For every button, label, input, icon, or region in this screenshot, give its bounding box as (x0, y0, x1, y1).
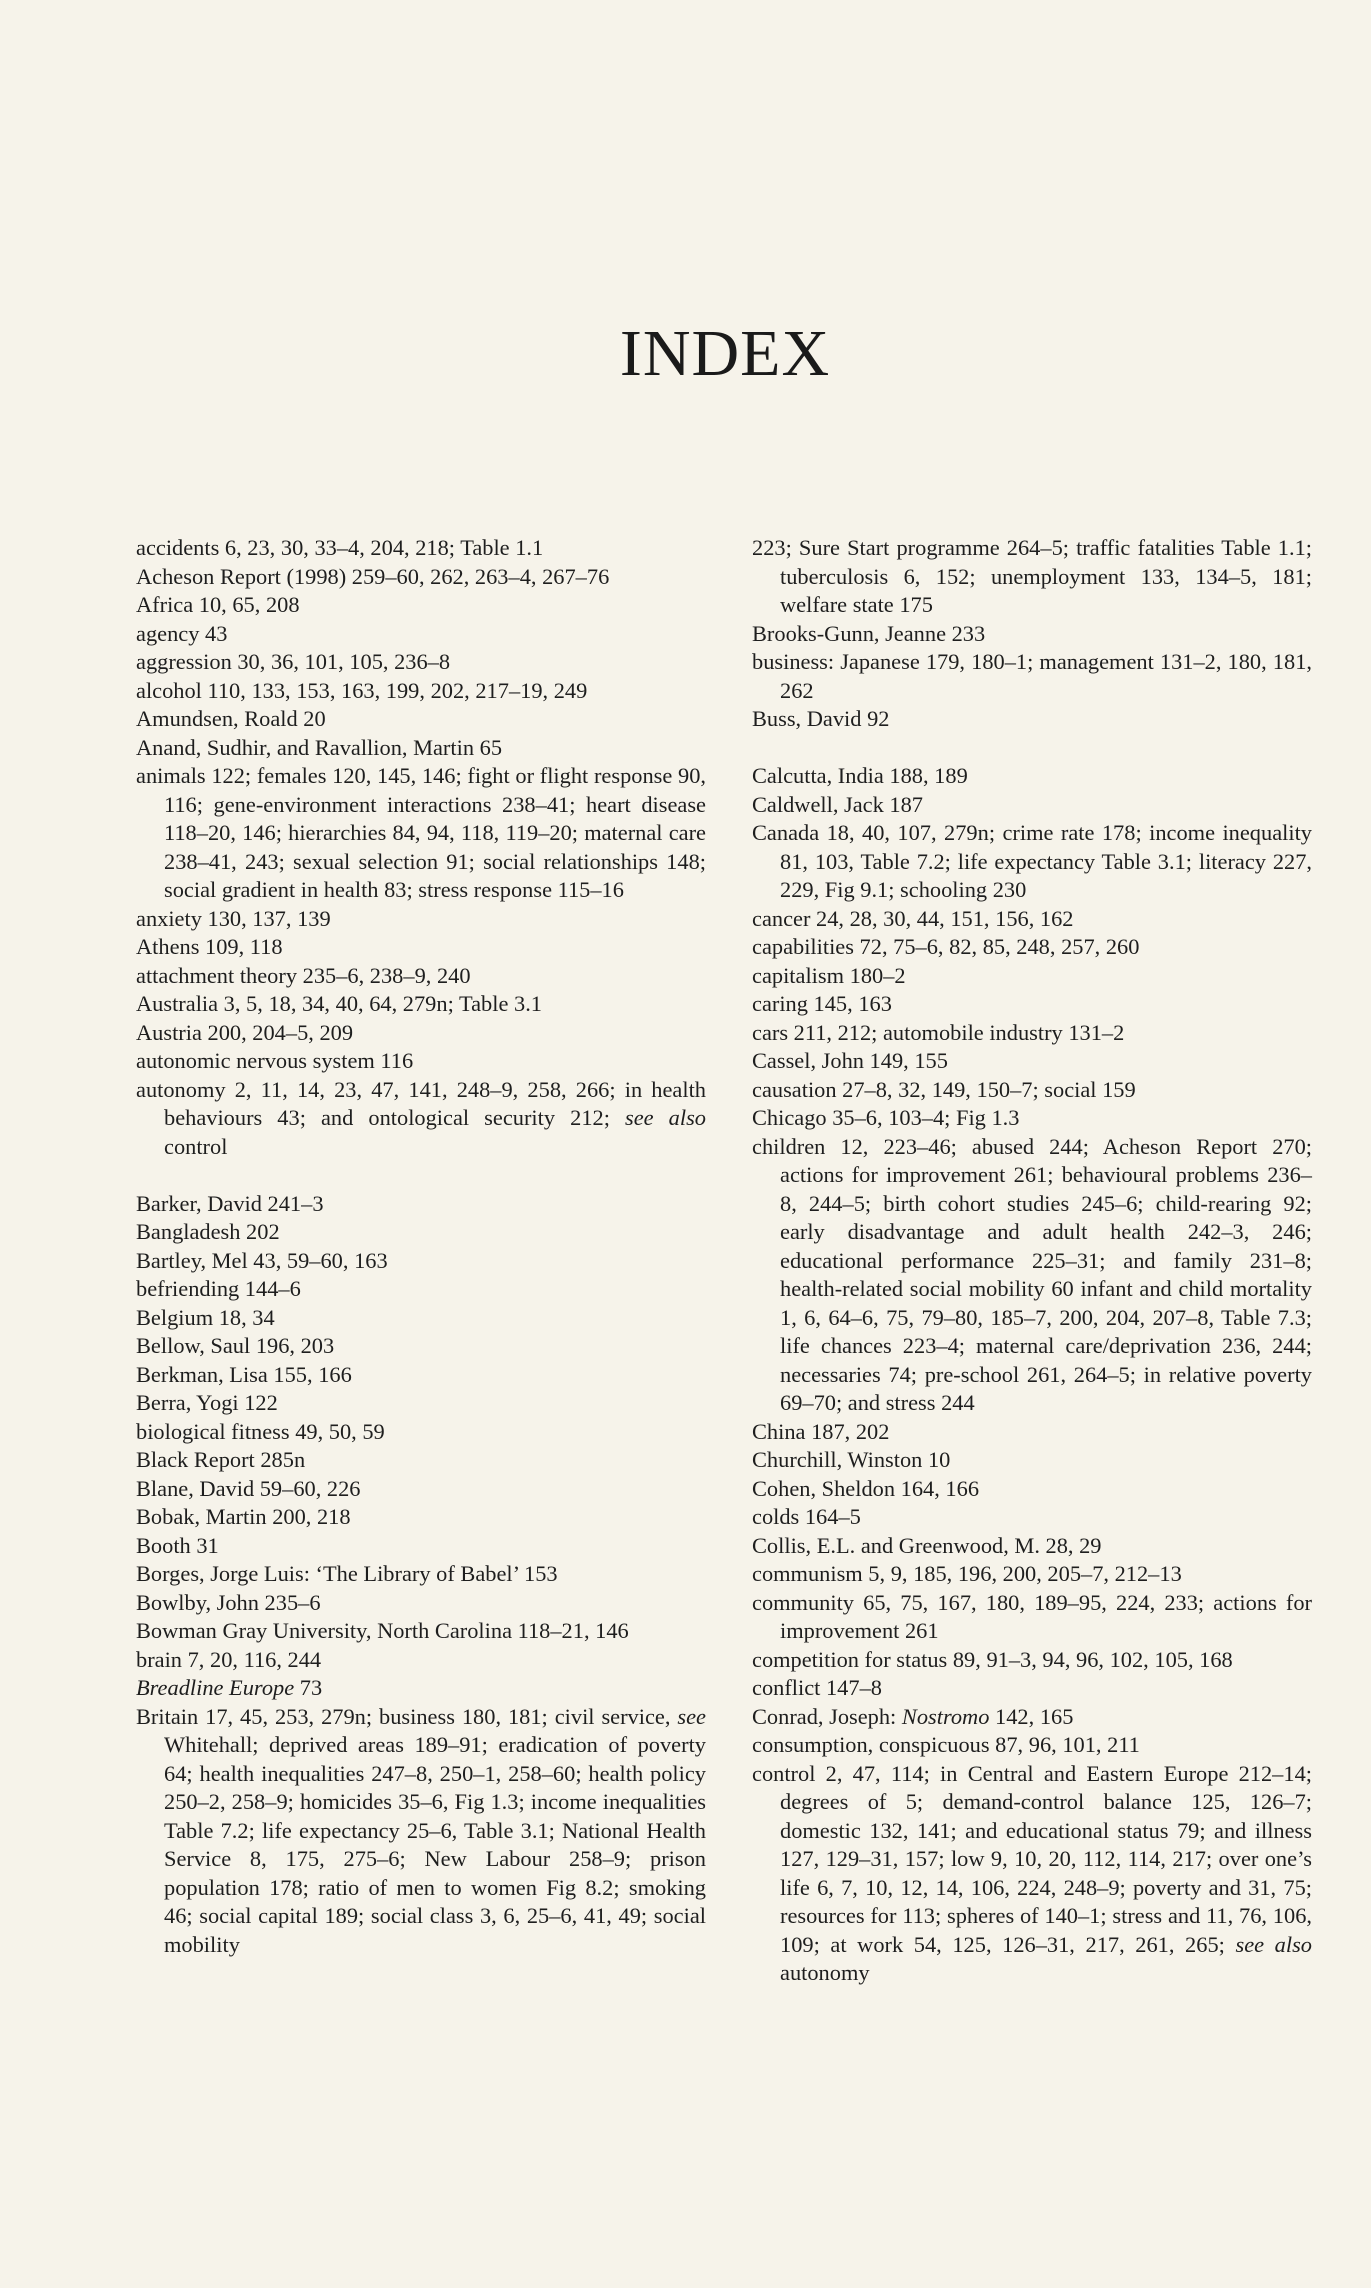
page-title: INDEX (619, 317, 831, 390)
index-entry: Chicago 35–6, 103–4; Fig 1.3 (752, 1105, 1020, 1130)
index-entry: cars 211, 212; automobile industry 131–2 (752, 1019, 1125, 1045)
index-entry: Bartley, Mel 43, 59–60, 163 (136, 1247, 388, 1273)
index-entry: autonomic nervous system 116 (136, 1048, 414, 1073)
index-entry: Berra, Yogi 122 (136, 1390, 278, 1415)
index-entry: Caldwell, Jack 187 (752, 791, 924, 817)
entry-text: autonomy 2, 11, 14, 23, 47, 141, 248–9, 258, 266; in health behaviours 43; and ontological security 212; (136, 1076, 706, 1130)
index-entry: capitalism 180–2 (752, 962, 906, 988)
index-entry: Barker, David 241–3 (136, 1190, 324, 1216)
index-entry: brain 7, 20, 116, 244 (136, 1646, 322, 1672)
index-entry: children 12, 223–46; abused 244; Acheson Report 270; actions for improvement 261; behavioural problems 236–8, 244–5; birth cohort studies 245–6; child-rearing 92; early disadvantage and adult health 242–3, 246; educational performance 225–31; and family 231–8; health-related social mobility 60 infant and child mortality 1, 6, 64–6, 75, 79–80, 185–7, 200, 204, 207–8, Table 7.3; life chances 223–4; maternal care/deprivation 236, 244; necessaries 74; pre-school 261, 264–5; in relative poverty 69–70; and stress 244 (752, 1133, 1312, 1415)
index-entry: Bowlby, John 235–6 (136, 1589, 321, 1615)
index-entry: agency 43 (136, 620, 228, 646)
index-entry: Bobak, Martin 200, 218 (136, 1504, 351, 1529)
entry-text-cont: Whitehall; deprived areas 189–91; eradication of poverty 64; health inequalities 247–8, 250–1, 258–60; health policy 250–2, 258–9; homicides 35–6, Fig 1.3; income inequalities Table 7.2; life expectancy 25–6, Table 3.1; National Health Service 8, 175, 275–6; New Labour 258–9; prison population 178; ratio of men to women Fig 8.2; smoking 46; social capital 189; social class 3, 6, 25–6, 41, 49; social mobility (164, 1732, 706, 1957)
index-entry: Black Report 285n (136, 1447, 306, 1472)
letter-gap (752, 734, 1312, 763)
index-entry: anxiety 130, 137, 139 (136, 905, 331, 931)
index-entry: Acheson Report (1998) 259–60, 262, 263–4, 267–76 (136, 563, 610, 589)
index-entry: Berkman, Lisa 155, 166 (136, 1361, 352, 1387)
index-entry: aggression 30, 36, 101, 105, 236–8 (136, 649, 451, 674)
index-entry: Collis, E.L. and Greenwood, M. 28, 29 (752, 1532, 1102, 1558)
entry-text: Britain 17, 45, 253, 279n; business 180, 181; civil service, (136, 1703, 671, 1729)
index-entry: conflict 147–8 (752, 1675, 882, 1700)
index-entry: competition for status 89, 91–3, 94, 96, 102, 105, 168 (752, 1646, 1233, 1672)
index-entry: Belgium 18, 34 (136, 1304, 275, 1330)
index-entry: befriending 144–6 (136, 1276, 301, 1301)
cross-ref: control (164, 1133, 228, 1159)
index-entry: causation 27–8, 32, 149, 150–7; social 159 (752, 1076, 1136, 1102)
entry-text: Conrad, Joseph: (752, 1703, 897, 1729)
entry-text: control 2, 47, 114; in Central and Eastern Europe 212–14; degrees of 5; demand-control balance 125, 126–7; domestic 132, 141; and educational status 79; and illness 127, 129–31, 157; low 9, 10, 20, 112, 114, 217; over one’s life 6, 7, 10, 12, 14, 106, 224, 248–9; poverty and 31, 75; resources for 113; spheres of 140–1; stress and 11, 76, 106, 109; at work 54, 125, 126–31, 217, 261, 265; (752, 1760, 1312, 1957)
index-entry: Canada 18, 40, 107, 279n; crime rate 178; income inequality 81, 103, Table 7.2; life expectancy Table 3.1; literacy 227, 229, Fig 9.1; schooling 230 (752, 820, 1312, 902)
see-also-ref: see also (625, 1105, 706, 1130)
index-entry-britain (136, 1703, 706, 1960)
index-entry: Amundsen, Roald 20 (136, 706, 326, 731)
index-entry: animals 122; females 120, 145, 146; fight or flight response 90, 116; gene-environment interactions 238–41; heart disease 118–20, 146; hierarchies 84, 94, 118, 119–20; maternal care 238–41, 243; sexual selection 91; social relationships 148; social gradient in health 83; stress response 115–16 (136, 763, 706, 902)
index-entry-conrad (752, 1703, 1312, 1732)
index-entry-continuation: 223; Sure Start programme 264–5; traffic fatalities Table 1.1; tuberculosis 6, 152; unemployment 133, 134–5, 181; welfare state 175 (752, 535, 1312, 617)
see-ref: see (677, 1703, 706, 1729)
index-entry: Churchill, Winston 10 (752, 1447, 951, 1472)
book-title: Breadline Europe (136, 1675, 295, 1700)
index-entry: colds 164–5 (752, 1504, 861, 1529)
index-entry: accidents 6, 23, 30, 33–4, 204, 218; Table 1.1 (136, 535, 544, 560)
entry-text: 73 (299, 1675, 323, 1700)
index-entry-breadline (136, 1674, 706, 1703)
index-entry: Austria 200, 204–5, 209 (136, 1019, 354, 1045)
entry-pages: 142, 165 (995, 1703, 1074, 1729)
index-entry: caring 145, 163 (752, 991, 892, 1016)
index-entry: capabilities 72, 75–6, 82, 85, 248, 257, 260 (752, 934, 1140, 959)
index-entry: Bowman Gray University, North Carolina 118–21, 146 (136, 1618, 629, 1643)
index-column-right (752, 534, 1312, 1988)
index-entry: cancer 24, 28, 30, 44, 151, 156, 162 (752, 905, 1074, 931)
index-entry: Anand, Sudhir, and Ravallion, Martin 65 (136, 734, 503, 760)
index-entry: Cohen, Sheldon 164, 166 (752, 1475, 980, 1501)
index-entry: Booth 31 (136, 1532, 219, 1558)
index-entry: Blane, David 59–60, 226 (136, 1475, 361, 1501)
index-entry: community 65, 75, 167, 180, 189–95, 224, 233; actions for improvement 261 (752, 1589, 1312, 1643)
index-entry: biological fitness 49, 50, 59 (136, 1418, 385, 1444)
index-entry: business: Japanese 179, 180–1; management 131–2, 180, 181, 262 (752, 649, 1312, 703)
index-entry: Athens 109, 118 (136, 934, 283, 959)
book-title: Nostromo (901, 1703, 990, 1729)
cross-ref: autonomy (780, 1960, 870, 1985)
index-entry-control (752, 1760, 1312, 1988)
index-entry: Cassel, John 149, 155 (752, 1048, 948, 1073)
letter-gap (136, 1161, 706, 1190)
index-entry: Africa 10, 65, 208 (136, 592, 300, 617)
index-entry: Buss, David 92 (752, 706, 890, 731)
index-entry: Calcutta, India 188, 189 (752, 763, 968, 788)
index-entry: consumption, conspicuous 87, 96, 101, 211 (752, 1732, 1140, 1757)
index-entry: Bellow, Saul 196, 203 (136, 1333, 335, 1358)
index-entry: Brooks-Gunn, Jeanne 233 (752, 620, 986, 646)
see-also-ref: see also (1235, 1931, 1312, 1957)
index-entry: Australia 3, 5, 18, 34, 40, 64, 279n; Table 3.1 (136, 991, 542, 1016)
index-entry: Borges, Jorge Luis: ‘The Library of Babel’ 153 (136, 1561, 558, 1586)
index-entry-autonomy (136, 1076, 706, 1162)
index-entry: Bangladesh 202 (136, 1219, 280, 1244)
index-column-left (136, 534, 706, 1959)
index-entry: alcohol 110, 133, 153, 163, 199, 202, 217–19, 249 (136, 677, 588, 703)
index-entry: communism 5, 9, 185, 196, 200, 205–7, 212–13 (752, 1561, 1182, 1586)
index-entry: China 187, 202 (752, 1418, 890, 1444)
index-entry: attachment theory 235–6, 238–9, 240 (136, 962, 471, 988)
